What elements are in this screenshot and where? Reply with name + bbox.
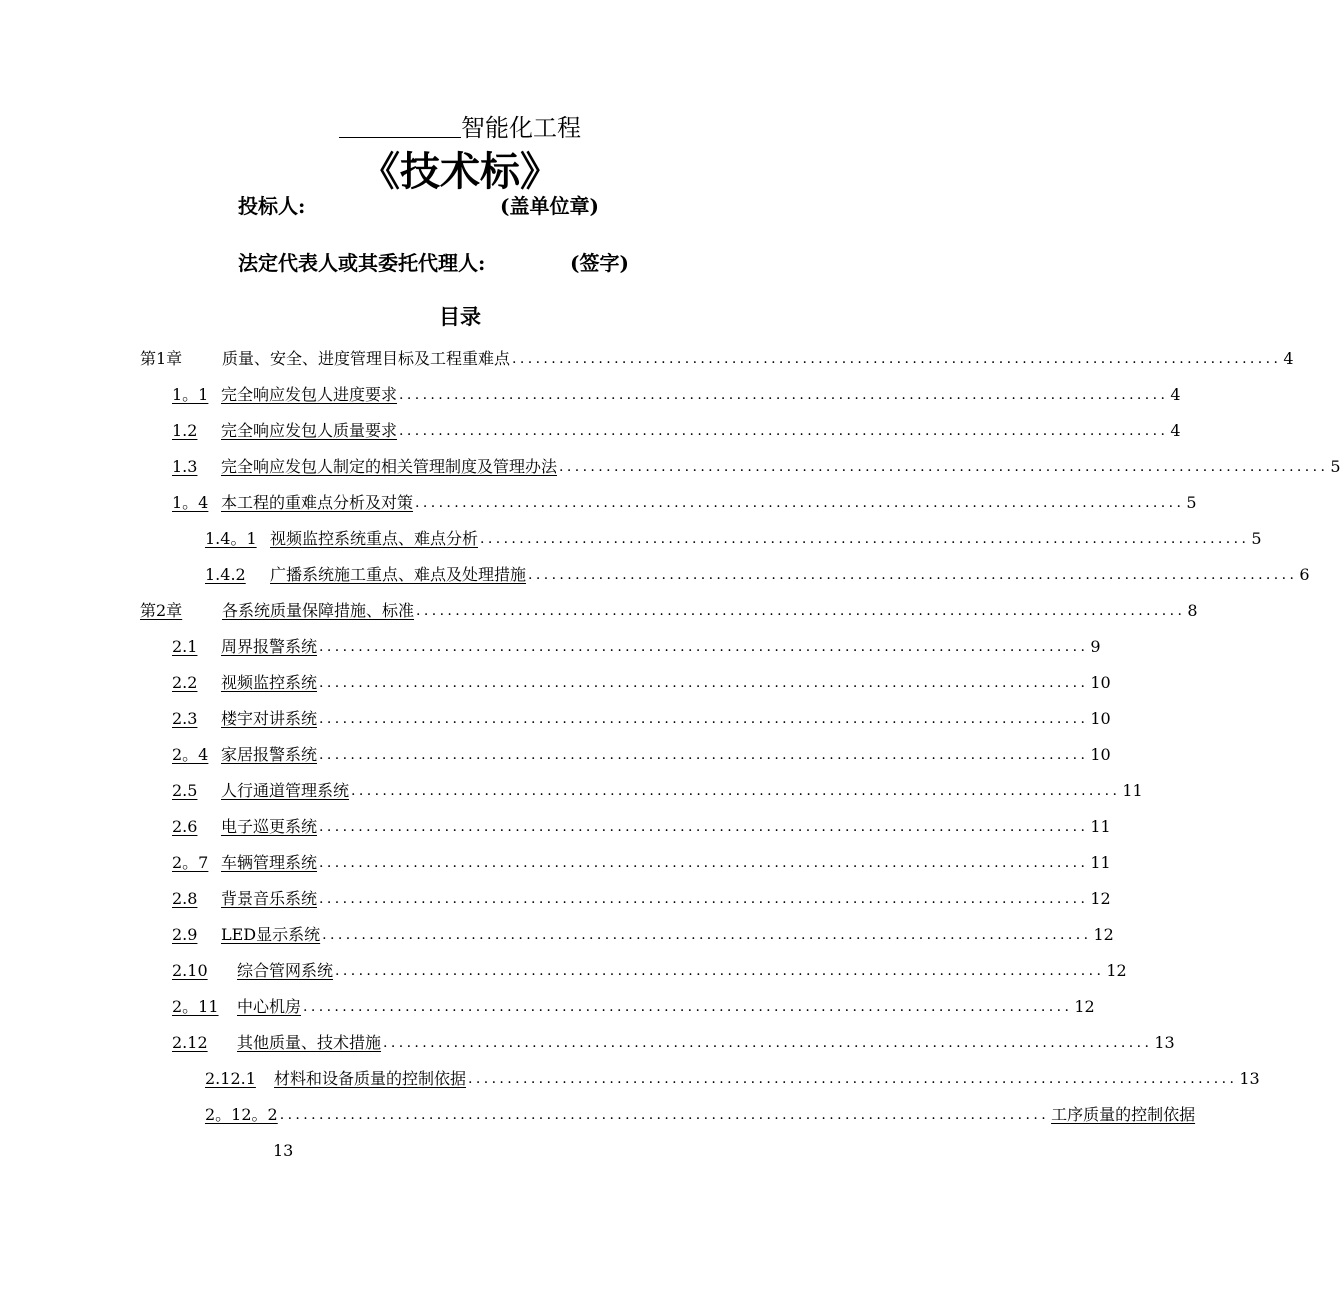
toc-entry[interactable] — [172, 1030, 1175, 1054]
bidder-label: 投标人: — [238, 194, 306, 218]
toc-entry-number: 2。12。2 — [205, 1105, 278, 1124]
toc-entry-number: 1.4。1 — [205, 529, 257, 548]
toc-entry-label: 视频监控系统重点、难点分析 — [270, 529, 479, 548]
toc-dot-leader: .................................................................................................. — [468, 1071, 1238, 1087]
toc-entry[interactable] — [172, 382, 1181, 406]
toc-dot-leader: .................................................................................................. — [383, 1035, 1153, 1051]
toc-entry-number: 2。4 — [172, 745, 209, 764]
toc-entry-page: 12 — [1106, 961, 1127, 980]
toc-dot-leader: .................................................................................................. — [512, 351, 1282, 367]
toc-dot-leader: .................................................................................................. — [335, 963, 1105, 979]
toc-entry[interactable] — [172, 706, 1111, 730]
toc-entry-label: 完全响应发包人制定的相关管理制度及管理办法 — [221, 457, 558, 476]
toc-entry-number: 2.1 — [172, 637, 198, 656]
toc-entry-label: 广播系统施工重点、难点及处理措施 — [270, 565, 527, 584]
toc-entry-label: 工序质量的控制依据 — [1051, 1105, 1196, 1124]
toc-entry-label: 本工程的重难点分析及对策 — [221, 493, 414, 512]
toc-entry[interactable] — [140, 346, 1294, 370]
toc-entry[interactable] — [205, 1066, 1260, 1090]
toc-entry[interactable] — [172, 778, 1143, 802]
toc-entry[interactable] — [172, 922, 1114, 946]
project-title — [0, 112, 920, 144]
toc-entry[interactable] — [172, 418, 1181, 442]
toc-entry-page: 13 — [1154, 1033, 1175, 1052]
toc-entry-page: 10 — [1090, 709, 1111, 728]
toc-dot-leader: .................................................................................................. — [416, 603, 1186, 619]
toc-entry-label: 家居报警系统 — [221, 745, 318, 764]
toc-entry[interactable] — [172, 994, 1095, 1018]
toc-entry[interactable] — [172, 454, 1341, 478]
toc-entry[interactable] — [172, 742, 1111, 766]
toc-entry-label: 完全响应发包人进度要求 — [221, 385, 398, 404]
toc-entry-number: 1。4 — [172, 493, 209, 512]
toc-dot-leader: .................................................................................................. — [303, 999, 1073, 1015]
toc-entry-page: 11 — [1122, 781, 1143, 800]
toc-entry-number: 2.8 — [172, 889, 198, 908]
toc-entry-label: 周界报警系统 — [221, 637, 318, 656]
toc-entry-number: 2.9 — [172, 925, 198, 944]
toc-entry-label: 电子巡更系统 — [221, 817, 318, 836]
toc-dot-leader: .................................................................................................. — [319, 711, 1089, 727]
toc-entry-page: 5 — [1186, 493, 1197, 512]
toc-entry[interactable] — [205, 1102, 1196, 1126]
toc-entry-number: 1。1 — [172, 385, 209, 404]
toc-entry[interactable] — [140, 598, 1198, 622]
toc-dot-leader: .................................................................................................. — [480, 531, 1250, 547]
toc-title: 目录 — [439, 304, 481, 329]
toc-entry-page: 11 — [1090, 853, 1111, 872]
toc-dot-leader: .................................................................................................. — [559, 459, 1329, 475]
toc-entry[interactable] — [205, 562, 1310, 586]
toc-entry-label: 背景音乐系统 — [221, 889, 318, 908]
toc-entry-label: 视频监控系统 — [221, 673, 318, 692]
toc-entry-number: 1.4.2 — [205, 565, 246, 584]
toc-entry-label: 人行通道管理系统 — [221, 781, 350, 800]
toc-entry-number: 2。7 — [172, 853, 209, 872]
toc-entry-page: 11 — [1090, 817, 1111, 836]
toc-dot-leader: .................................................................................................. — [319, 639, 1089, 655]
representative-label: 法定代表人或其委托代理人: — [238, 251, 486, 275]
toc-entry-number: 2.12 — [172, 1033, 208, 1052]
toc-entry-label: 车辆管理系统 — [221, 853, 318, 872]
toc-entry-page: 5 — [1251, 529, 1262, 548]
toc-entry-label: 各系统质量保障措施、标准 — [222, 601, 415, 620]
toc-entry[interactable] — [172, 886, 1111, 910]
toc-entry-label: 完全响应发包人质量要求 — [221, 421, 398, 440]
toc-entry-number: 第2章 — [140, 601, 183, 620]
toc-dot-leader: .................................................................................................. — [279, 1107, 1050, 1123]
toc-entry[interactable] — [172, 490, 1197, 514]
toc-entry-label: 中心机房 — [237, 997, 302, 1016]
toc-entry-number: 2.2 — [172, 673, 198, 692]
toc-dot-leader: .................................................................................................. — [319, 675, 1089, 691]
toc-dot-leader: .................................................................................................. — [399, 423, 1169, 439]
toc-entry-label: LED显示系统 — [221, 925, 321, 944]
project-title-suffix: 智能化工程 — [461, 114, 581, 142]
toc-dot-leader: .................................................................................................. — [319, 891, 1089, 907]
toc-entry-number: 2.10 — [172, 961, 208, 980]
toc-entry-page: 10 — [1090, 673, 1111, 692]
representative-sign-note: (签字) — [570, 251, 629, 275]
toc-dot-leader: .................................................................................................. — [351, 783, 1121, 799]
toc-dot-leader: .................................................................................................. — [528, 567, 1298, 583]
toc-entry-number: 2.5 — [172, 781, 198, 800]
toc-entry-number: 2.12.1 — [205, 1069, 256, 1088]
toc-entry-label: 质量、安全、进度管理目标及工程重难点 — [222, 349, 511, 368]
toc-dot-leader: .................................................................................................. — [415, 495, 1185, 511]
toc-entry-page: 8 — [1187, 601, 1198, 620]
toc-entry-page: 9 — [1090, 637, 1101, 656]
toc-entry-page: 6 — [1299, 565, 1310, 584]
toc-entry-page: 5 — [1330, 457, 1341, 476]
toc-entry-label: 其他质量、技术措施 — [237, 1033, 382, 1052]
toc-entry-page: 12 — [1093, 925, 1114, 944]
toc-entry[interactable] — [205, 526, 1262, 550]
toc-entry-label: 综合管网系统 — [237, 961, 334, 980]
toc-entry-page: 13 — [1239, 1069, 1260, 1088]
toc-entry-page: 12 — [1090, 889, 1111, 908]
toc-entry-page: 13 — [273, 1141, 294, 1160]
document-title: 《技术标》 — [360, 149, 560, 195]
bidder-seal-note: (盖单位章) — [500, 194, 599, 218]
toc-entry[interactable] — [172, 634, 1101, 658]
toc-entry-page: 4 — [1283, 349, 1294, 368]
toc-dot-leader: .................................................................................................. — [322, 927, 1092, 943]
toc-entry-number: 第1章 — [140, 349, 183, 368]
toc-entry-label: 材料和设备质量的控制依据 — [274, 1069, 467, 1088]
toc-entry-page: 4 — [1170, 421, 1181, 440]
toc-entry-page: 12 — [1074, 997, 1095, 1016]
toc-dot-leader: .................................................................................................. — [319, 747, 1089, 763]
toc-entry-number: 1.2 — [172, 421, 198, 440]
toc-entry[interactable] — [172, 958, 1127, 982]
toc-entry-page: 10 — [1090, 745, 1111, 764]
toc-entry-number: 1.3 — [172, 457, 198, 476]
toc-entry-number: 2.3 — [172, 709, 198, 728]
toc-entry-number: 2。11 — [172, 997, 219, 1016]
toc-entry-number: 2.6 — [172, 817, 198, 836]
toc-entry[interactable] — [172, 814, 1111, 838]
toc-entry[interactable] — [172, 850, 1111, 874]
toc-dot-leader: .................................................................................................. — [319, 855, 1089, 871]
toc-dot-leader: .................................................................................................. — [319, 819, 1089, 835]
toc-entry-label: 楼宇对讲系统 — [221, 709, 318, 728]
toc-entry[interactable] — [172, 670, 1111, 694]
toc-entry-page: 4 — [1170, 385, 1181, 404]
toc-dot-leader: .................................................................................................. — [399, 387, 1169, 403]
project-name-blank — [339, 113, 461, 138]
